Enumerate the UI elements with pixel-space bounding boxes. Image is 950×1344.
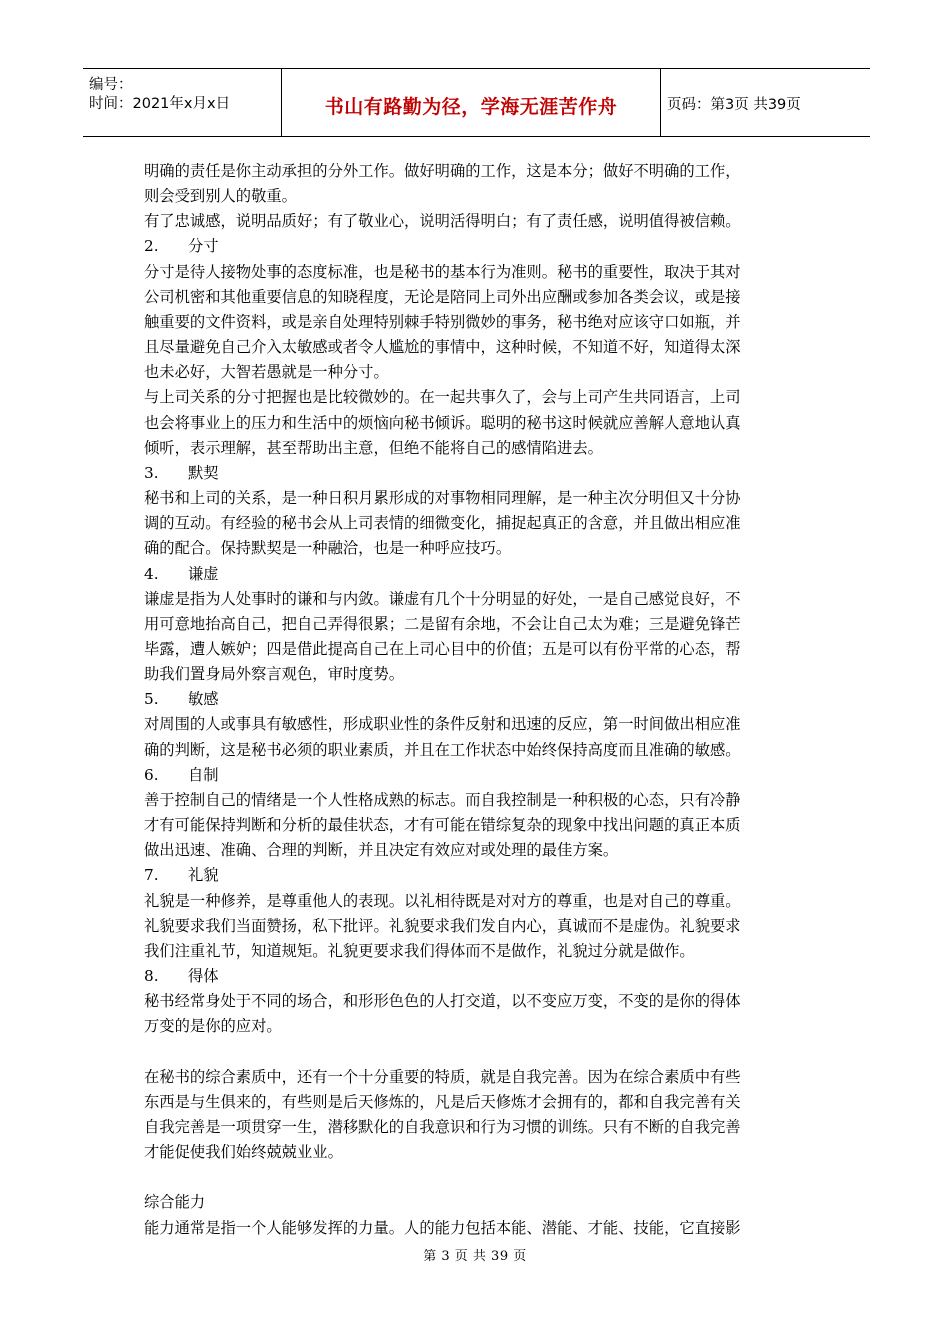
section-number: 6. [144, 765, 159, 784]
document-body [144, 159, 810, 1241]
section-number: 2. [144, 237, 159, 256]
text-line: 调的互动。有经验的秘书会从上司表情的细微变化，捕捉起真正的含意，并且做出相应准 [144, 514, 741, 533]
text-line: 公司机密和其他重要信息的知晓程度，无论是陪同上司外出应酬或参加各类会议，或是接 [144, 287, 741, 306]
section-title: 自制 [188, 765, 219, 784]
page-header [83, 68, 870, 137]
text-line: 礼貌是一种修养，是尊重他人的表现。以礼相待既是对对方的尊重，也是对自己的尊重。 [144, 891, 741, 910]
section-heading [144, 234, 810, 259]
text-line: 我们注重礼节，知道规矩。礼貌更要求我们得体而不是做作，礼貌过分就是做作。 [144, 941, 695, 960]
text-line: 谦虚是指为人处事时的谦和与内敛。谦虚有几个十分明显的好处，一是自己感觉良好，不 [144, 589, 741, 608]
doc-date-label: 时间：2021年x月x日 [89, 96, 231, 112]
text-line: 才有可能保持判断和分析的最佳状态，才有可能在错综复杂的现象中找出问题的真正本质 [144, 816, 741, 835]
text-line: 善于控制自己的情绪是一个人性格成熟的标志。而自我控制是一种积极的心态，只有冷静 [144, 790, 741, 809]
text-line: 东西是与生俱来的，有些则是后天修炼的，凡是后天修炼才会拥有的，都和自我完善有关 [144, 1092, 741, 1111]
header-page-info: 页码：第3页 共39页 [667, 97, 801, 113]
text-line: 与上司关系的分寸把握也是比较微妙的。在一起共事久了，会与上司产生共同语言，上司 [144, 388, 741, 407]
section-title: 谦虚 [188, 564, 219, 583]
text-line: 礼貌要求我们当面赞扬，私下批评。礼貌要求我们发自内心，真诚而不是虚伪。礼貌要求 [144, 916, 741, 935]
section-heading [144, 964, 810, 989]
section-title: 得体 [188, 967, 219, 985]
text-line: 万变的是你的应对。 [144, 1017, 282, 1036]
text-line: 也未必好，大智若愚就是一种分寸。 [144, 363, 389, 382]
text-line: 秘书和上司的关系，是一种日积月累形成的对事物相同理解，是一种主次分明但又十分协 [144, 489, 741, 508]
text-line: 确的配合。保持默契是一种融洽，也是一种呼应技巧。 [144, 539, 512, 558]
text-line: 毕露，遭人嫉妒；四是借此提高自己在上司心目中的价值；五是可以有份平常的心态，帮 [144, 639, 741, 658]
section-number: 5. [144, 690, 159, 709]
section-title: 礼貌 [188, 866, 219, 885]
text-line: 也会将事业上的压力和生活中的烦恼向秘书倾诉。聪明的秘书这时候就应善解人意地认真 [144, 413, 741, 432]
text-line: 明确的责任是你主动承担的分外工作。做好明确的工作，这是本分；做好不明确的工作， [144, 162, 741, 180]
text-line: 触重要的文件资料，或是亲自处理特别棘手特别微妙的事务，秘书绝对应该守口如瓶，并 [144, 312, 741, 331]
text-line: 则会受到别人的敬重。 [144, 187, 297, 206]
section-title: 综合能力 [144, 1193, 206, 1212]
text-line: 在秘书的综合素质中，还有一个十分重要的特质，就是自我完善。因为在综合素质中有些 [144, 1067, 741, 1086]
text-line: 倾听，表示理解，甚至帮助出主意，但绝不能将自己的感情陷进去。 [144, 438, 603, 457]
text-line: 才能促使我们始终兢兢业业。 [144, 1143, 343, 1162]
page-footer: 第 3 页 共 39 页 [423, 1249, 527, 1264]
section-heading [144, 763, 810, 788]
section-heading [144, 687, 810, 712]
text-line: 助我们置身局外察言观色，审时度势。 [144, 665, 405, 684]
text-line: 用可意地抬高自己，把自己弄得很累；二是留有余地，不会让自己太为难；三是避免锋芒 [144, 614, 741, 633]
header-meta-cell [83, 69, 282, 136]
text-line: 秘书经常身处于不同的场合，和形形色色的人打交道，以不变应万变，不变的是你的得体 [144, 992, 741, 1011]
text-line: 且尽量避免自己介入太敏感或者令人尴尬的事情中，这种时候，不知道不好，知道得太深 [144, 338, 741, 357]
text-line: 确的判断，这是秘书必须的职业素质，并且在工作状态中始终保持高度而且准确的敏感。 [144, 740, 741, 759]
header-motto: 书山有路勤为径，学海无涯苦作舟 [324, 96, 618, 118]
section-heading [144, 562, 810, 587]
section-number: 3. [144, 463, 159, 482]
section-title: 分寸 [188, 237, 219, 256]
section-number: 8. [144, 967, 159, 985]
header-motto-cell [282, 69, 661, 136]
section-number: 7. [144, 866, 159, 885]
text-line: 对周围的人或事具有敏感性，形成职业性的条件反射和迅速的反应，第一时间做出相应准 [144, 715, 741, 734]
text-line: 有了忠诚感，说明品质好；有了敬业心，说明活得明白；有了责任感，说明值得被信赖。 [144, 212, 741, 231]
section-number: 4. [144, 564, 159, 583]
doc-number-label: 编号： [89, 77, 133, 93]
section-heading [144, 461, 810, 486]
text-line: 能力通常是指一个人能够发挥的力量。人的能力包括本能、潜能、才能、技能，它直接影 [144, 1218, 741, 1237]
section-heading [144, 863, 810, 888]
text-line: 自我完善是一项贯穿一生，潜移默化的自我意识和行为习惯的训练。只有不断的自我完善 [144, 1117, 741, 1136]
paragraph-spacer [144, 1039, 810, 1064]
text-line: 做出迅速、准确、合理的判断，并且决定有效应对或处理的最佳方案。 [144, 841, 619, 860]
section-title: 默契 [188, 463, 219, 482]
header-page-cell [661, 69, 870, 136]
section-title: 敏感 [188, 690, 219, 709]
paragraph-spacer [144, 1165, 810, 1190]
text-line: 分寸是待人接物处事的态度标准，也是秘书的基本行为准则。秘书的重要性，取决于其对 [144, 262, 741, 281]
